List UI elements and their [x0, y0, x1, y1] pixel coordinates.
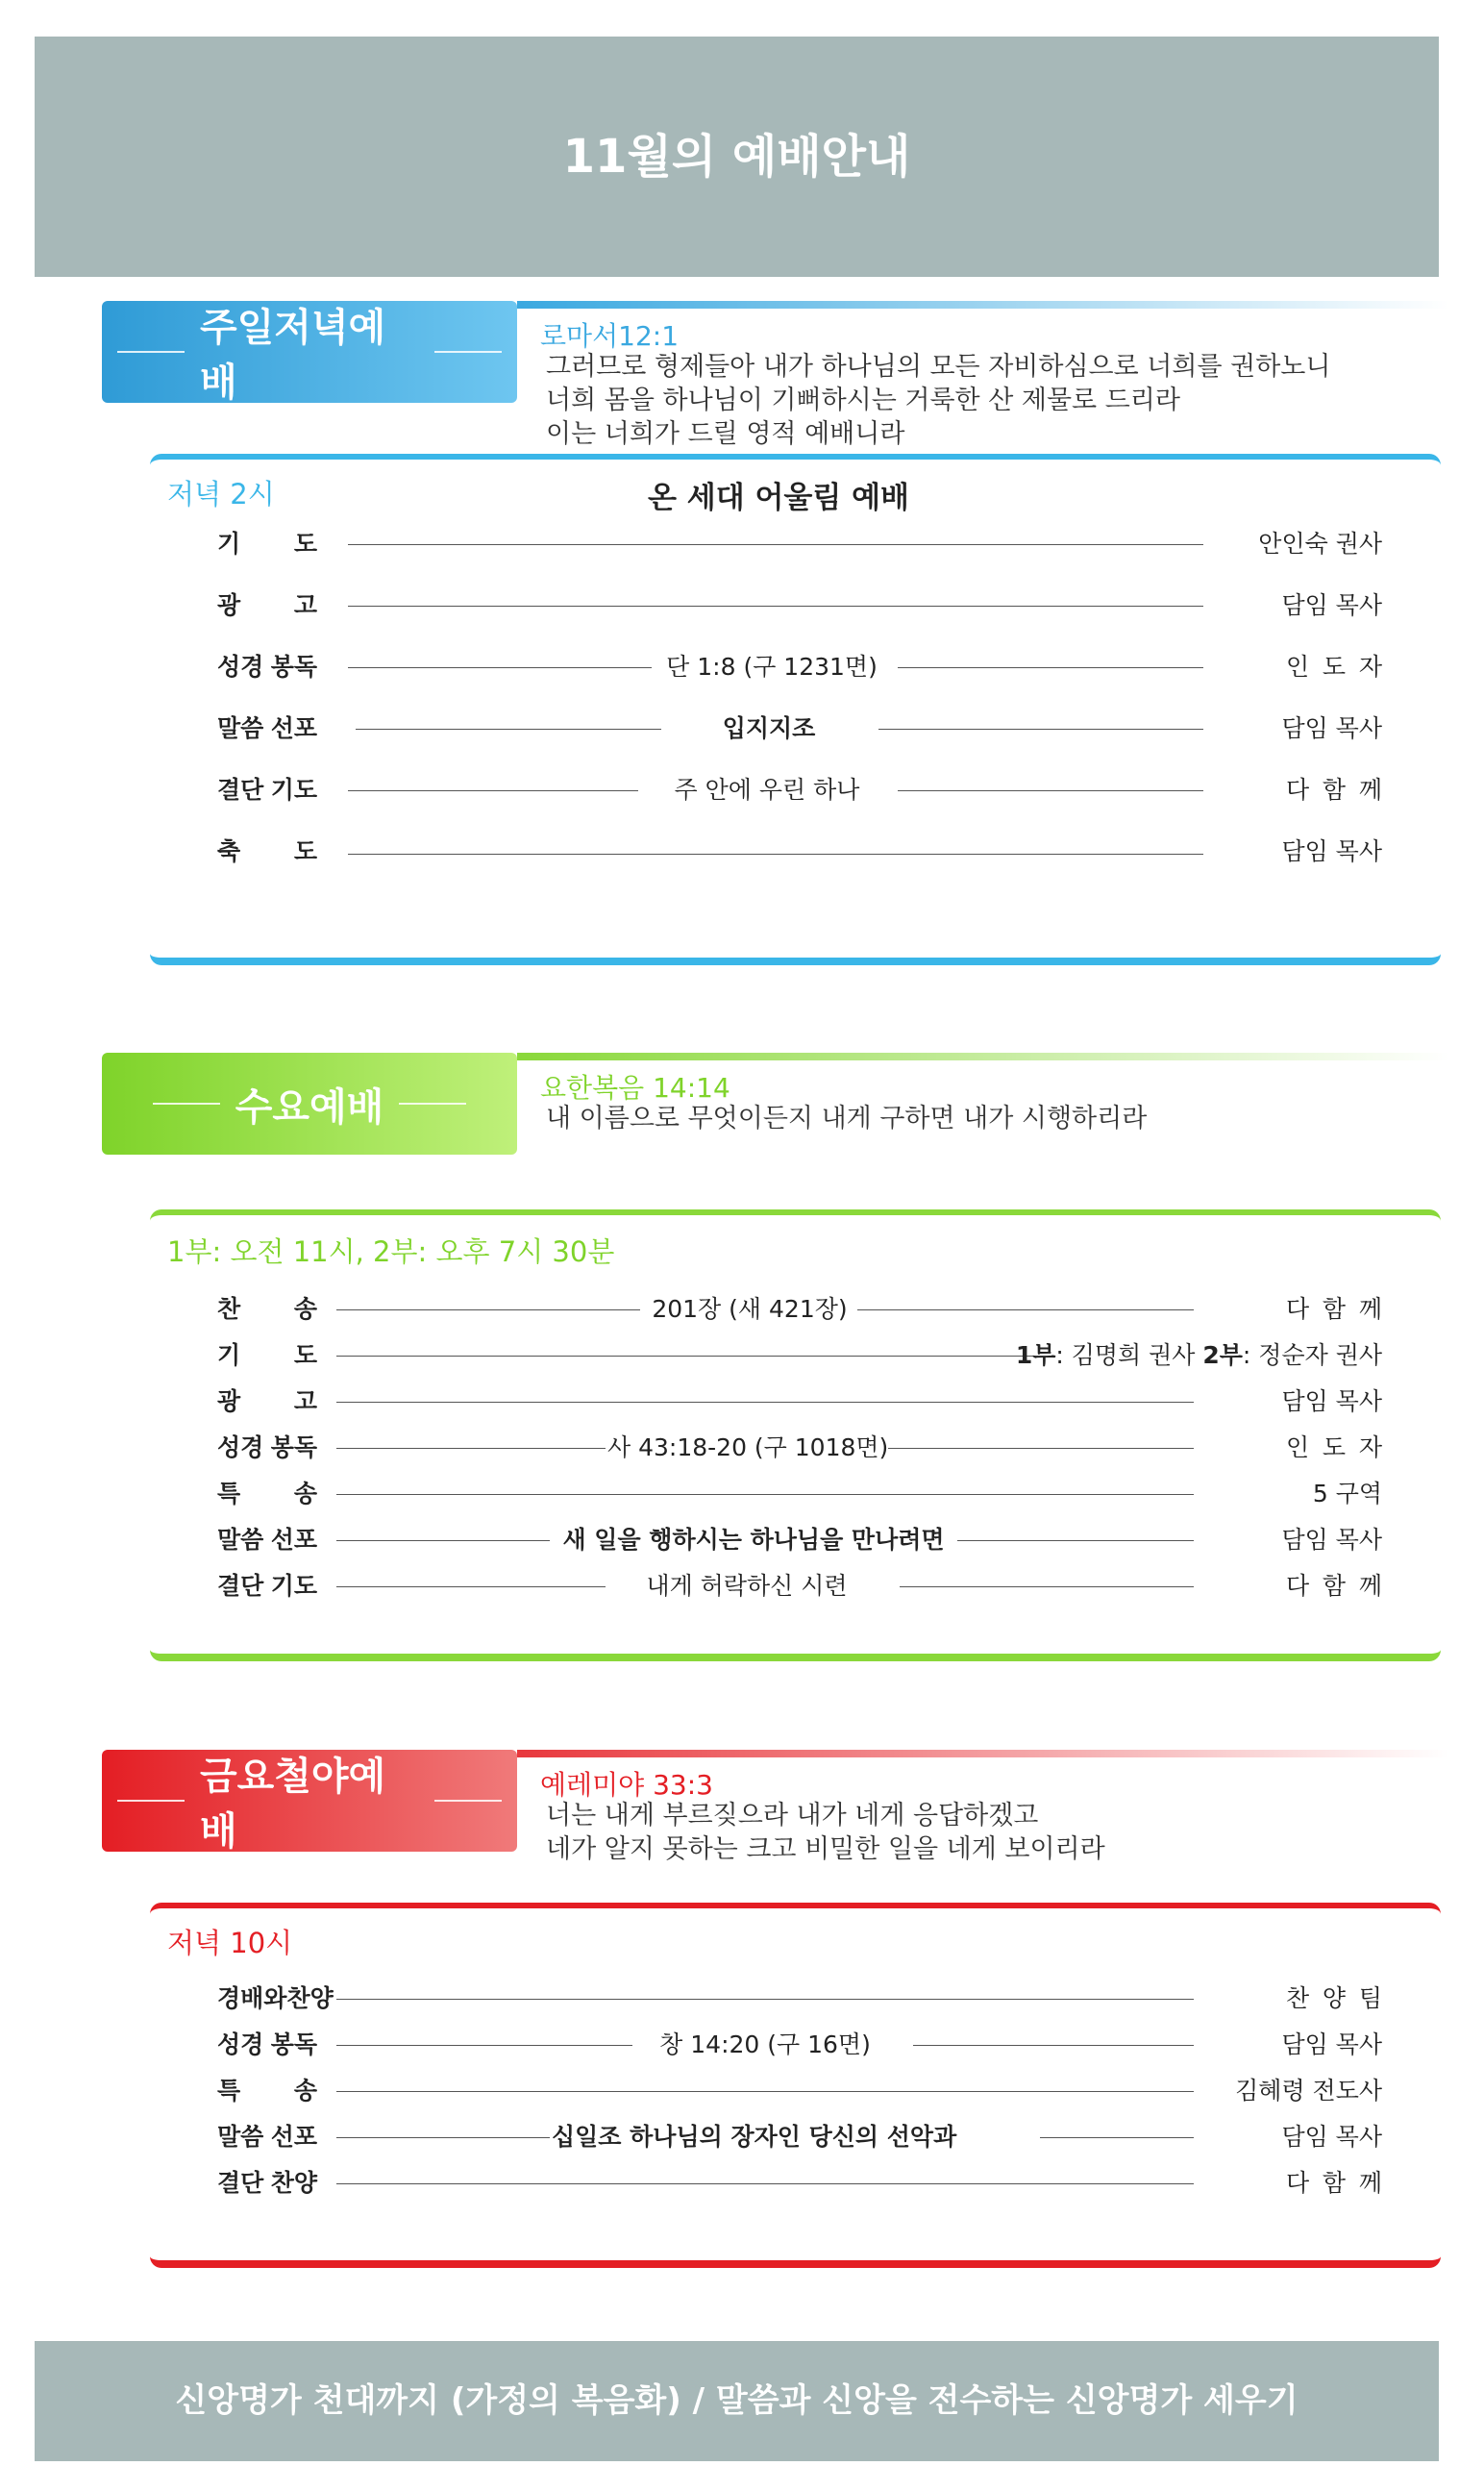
order-leader: 다 함 께 — [1286, 776, 1382, 804]
section-title-tab — [102, 301, 517, 403]
order-detail: 창 14:20 (구 16면) — [659, 2030, 871, 2058]
section-friday-overnight — [0, 1745, 1484, 2264]
service-time: 저녁 10시 — [167, 1927, 293, 1959]
order-row — [0, 1567, 1484, 1606]
order-leader: 담임 목사 — [1281, 1526, 1382, 1554]
order-label: 성경 봉독 — [217, 2030, 317, 2058]
order-detail: 201장 (새 421장) — [652, 1295, 848, 1323]
order-leader: 다 함 께 — [1286, 1295, 1382, 1323]
sermon-title: 입지지조 — [722, 714, 816, 742]
order-leader: 다 함 께 — [1286, 1572, 1382, 1600]
order-row — [0, 771, 1484, 810]
verse-line: 너는 내게 부르짖으라 내가 네게 응답하겠고 — [546, 1801, 1039, 1831]
verse-reference: 요한복음 14:14 — [540, 1072, 730, 1104]
order-row — [0, 586, 1484, 625]
order-leader: 담임 목사 — [1281, 2123, 1382, 2151]
order-row — [0, 1475, 1484, 1513]
order-label: 축 도 — [217, 837, 317, 865]
order-label: 찬 송 — [217, 1295, 317, 1323]
order-label: 결단 찬양 — [217, 2169, 317, 2197]
order-detail: 사 43:18-20 (구 1018면) — [607, 1433, 889, 1461]
order-row — [0, 1336, 1484, 1375]
order-leader: 담임 목사 — [1281, 1387, 1382, 1415]
verse-reference: 로마서12:1 — [540, 320, 680, 352]
verse-text — [546, 1799, 1105, 1866]
order-leader: 안인숙 권사 — [1258, 530, 1382, 558]
verse-reference: 예레미야 33:3 — [540, 1769, 713, 1801]
section-sunday-evening — [0, 296, 1484, 969]
verse-line: 내 이름으로 무엇이든지 내게 구하면 내가 시행하리라 — [546, 1104, 1148, 1133]
service-time: 저녁 2시 — [167, 478, 275, 511]
order-row — [0, 710, 1484, 748]
verse-line: 그러므로 형제들아 내가 하나님의 모든 자비하심으로 너희를 권하노니 — [546, 352, 1331, 382]
order-leader: 인 도 자 — [1286, 1433, 1382, 1461]
order-row — [0, 525, 1484, 563]
order-label: 특 송 — [217, 2077, 317, 2105]
order-row — [0, 833, 1484, 871]
order-label: 특 송 — [217, 1480, 317, 1507]
order-label: 말씀 선포 — [217, 2123, 317, 2151]
order-leader: 담임 목사 — [1281, 714, 1382, 742]
order-label: 말씀 선포 — [217, 1526, 317, 1554]
order-row — [0, 2026, 1484, 2064]
page-title: 11월의 예배안내 — [562, 130, 911, 184]
verse-line: 이는 너희가 드릴 영적 예배니라 — [546, 419, 905, 449]
order-row — [0, 2164, 1484, 2203]
title-underline — [517, 1053, 1449, 1060]
verse-line: 너희 몸을 하나님이 기뻐하시는 거룩한 산 제물로 드리라 — [546, 386, 1180, 415]
order-detail: 주 안에 우린 하나 — [674, 776, 860, 804]
order-label: 광 고 — [217, 1387, 317, 1415]
order-leader: 담임 목사 — [1281, 837, 1382, 865]
section-title: 금요철야예배 — [200, 1755, 386, 1854]
order-label: 경배와찬양 — [217, 1984, 334, 2012]
order-leader: 찬 양 팀 — [1286, 1984, 1382, 2012]
order-label: 성경 봉독 — [217, 653, 317, 681]
order-label: 기 도 — [217, 1341, 317, 1369]
section-wednesday — [0, 1048, 1484, 1663]
title-underline — [517, 301, 1449, 309]
order-detail: 내게 허락하신 시련 — [646, 1572, 848, 1600]
order-leader: 담임 목사 — [1281, 591, 1382, 619]
order-label: 결단 기도 — [217, 1572, 317, 1600]
order-row — [0, 1290, 1484, 1329]
section-title: 수요예배 — [235, 1084, 384, 1130]
section-title-tab — [102, 1750, 517, 1852]
order-label: 말씀 선포 — [217, 714, 317, 742]
order-label: 기 도 — [217, 530, 317, 558]
order-leader: 담임 목사 — [1281, 2030, 1382, 2058]
order-leader: 인 도 자 — [1286, 653, 1382, 681]
order-row — [0, 2118, 1484, 2156]
sermon-title: 새 일을 행하시는 하나님을 만나려면 — [562, 1526, 945, 1554]
order-detail: 단 1:8 (구 1231면) — [666, 653, 878, 681]
order-leader: 다 함 께 — [1286, 2169, 1382, 2197]
order-label: 성경 봉독 — [217, 1433, 317, 1461]
section-title-tab — [102, 1053, 517, 1155]
service-time: 1부: 오전 11시, 2부: 오후 7시 30분 — [167, 1235, 615, 1268]
sermon-title: 십일조 하나님의 장자인 당신의 선악과 — [552, 2123, 957, 2151]
header-banner — [35, 37, 1439, 277]
section-title: 주일저녁예배 — [200, 306, 386, 405]
footer-slogan: 신앙명가 천대까지 (가정의 복음화) / 말씀과 신앙을 전수하는 신앙명가 세우기 — [175, 2381, 1298, 2420]
verse-text — [546, 350, 1330, 451]
title-underline — [517, 1750, 1449, 1757]
order-row — [0, 1521, 1484, 1559]
order-leader: 5 구역 — [1312, 1480, 1382, 1507]
verse-line: 네가 알지 못하는 크고 비밀한 일을 네게 보이리라 — [546, 1834, 1105, 1864]
verse-text — [546, 1102, 1147, 1135]
order-leader: 김혜령 전도사 — [1235, 2077, 1382, 2105]
order-row — [0, 1383, 1484, 1421]
order-label: 광 고 — [217, 591, 317, 619]
order-row — [0, 648, 1484, 686]
footer-banner — [35, 2341, 1439, 2461]
order-row — [0, 1980, 1484, 2018]
service-name: 온 세대 어울림 예배 — [648, 481, 909, 515]
order-leader: 1부: 김명희 권사 2부: 정순자 권사 — [1015, 1341, 1382, 1369]
order-label: 결단 기도 — [217, 776, 317, 804]
order-row — [0, 1429, 1484, 1467]
order-row — [0, 2072, 1484, 2110]
